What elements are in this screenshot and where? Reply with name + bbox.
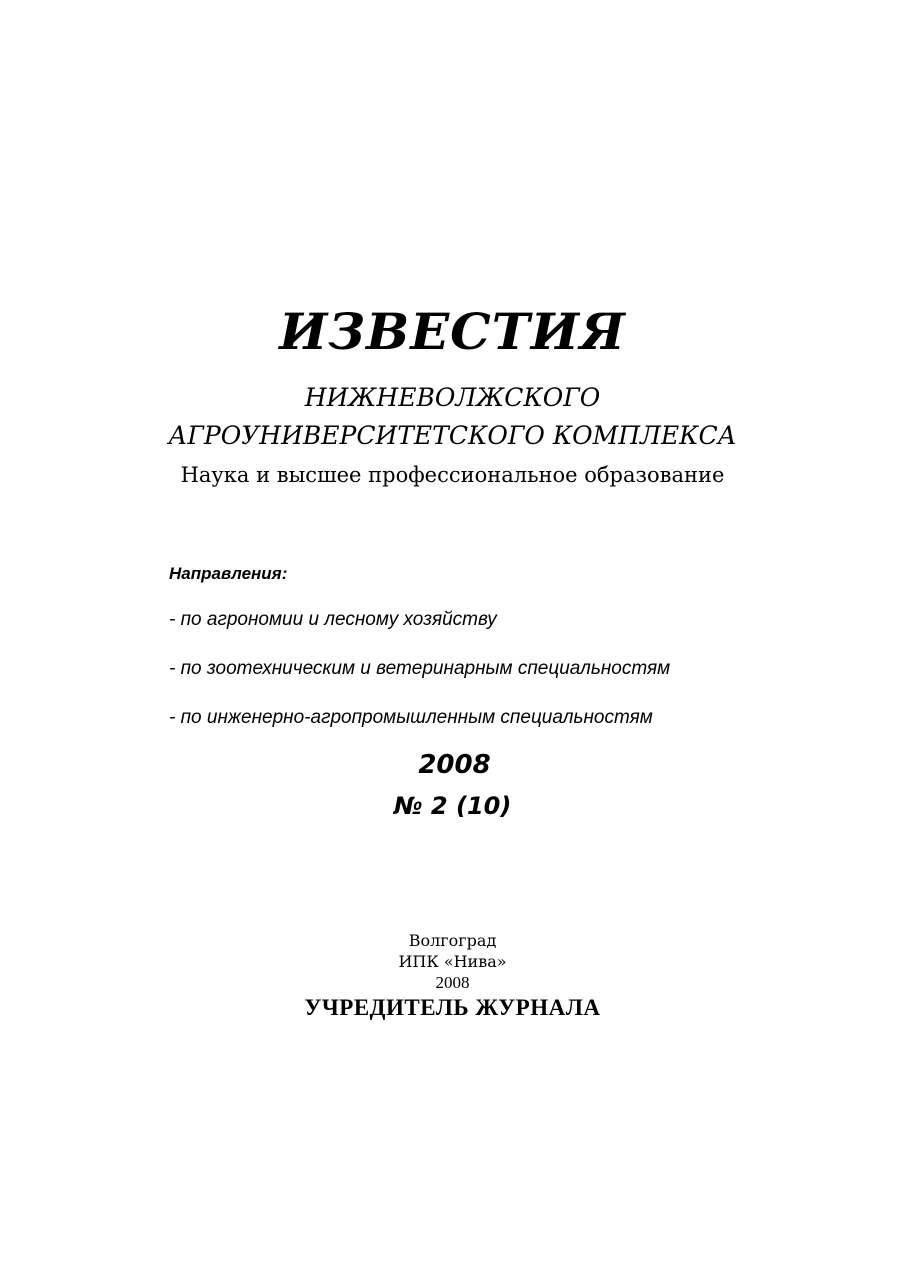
publisher-house: ИПК «Нива» — [398, 952, 507, 971]
journal-subtitle-line1: НИЖНЕВОЛЖСКОГО — [304, 383, 601, 412]
issue-number: № 2 (10) — [393, 792, 512, 820]
publisher-year: 2008 — [435, 973, 470, 992]
founder-heading: УЧРЕДИТЕЛЬ ЖУРНАЛА — [304, 995, 601, 1020]
journal-title: ИЗВЕСТИЯ — [279, 302, 626, 361]
issue-year: 2008 — [418, 750, 491, 780]
journal-subtitle-line2: АГРОУНИВЕРСИТЕТСКОГО КОМПЛЕКСА — [168, 421, 737, 450]
direction-item: - по инженерно-агропромышленным специальностям — [169, 707, 653, 728]
publisher-city: Волгоград — [408, 931, 497, 950]
direction-item: - по зоотехническим и ветеринарным специальностям — [169, 658, 671, 679]
direction-item: - по агрономии и лесному хозяйству — [169, 609, 497, 630]
directions-heading: Направления: — [169, 564, 288, 583]
journal-tagline: Наука и высшее профессиональное образование — [180, 463, 725, 487]
